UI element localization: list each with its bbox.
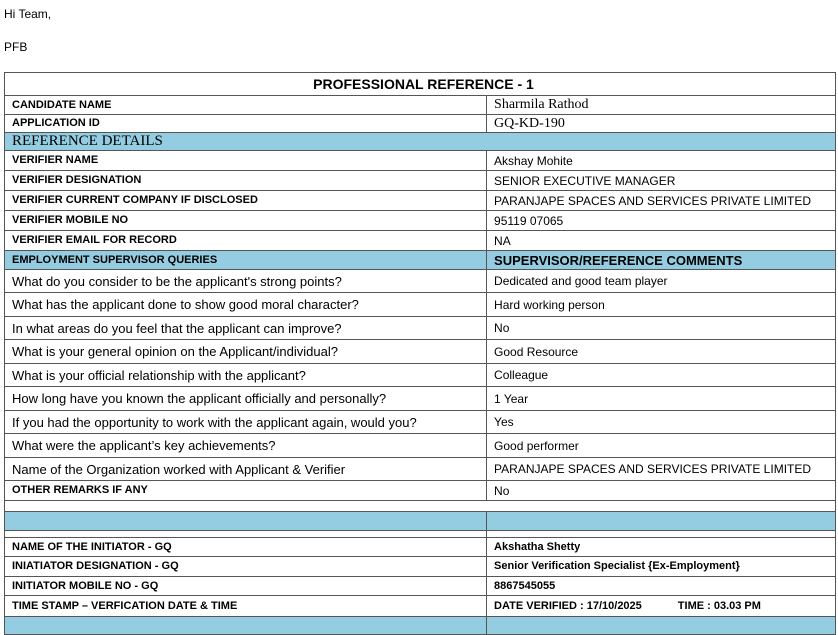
query-answer: PARANJAPE SPACES AND SERVICES PRIVATE LIMITED: [487, 458, 836, 481]
query-answer: Yes: [487, 411, 836, 434]
verifier-name-label: VERIFIER NAME: [5, 151, 487, 171]
time-verified: TIME : 03.03 PM: [677, 599, 761, 612]
verifier-mobile-value: 95119 07065: [487, 211, 836, 231]
other-remarks-row: [5, 481, 836, 501]
reference-section-row: [5, 133, 836, 151]
verifier-designation-value: SENIOR EXECUTIVE MANAGER: [487, 171, 836, 191]
other-remarks-value: No: [487, 481, 836, 501]
verifier-row: [5, 191, 836, 211]
query-question: How long have you known the applicant officially and personally?: [5, 387, 487, 411]
spacer-row: [5, 531, 836, 538]
initiator-mobile-value: 8867545055: [487, 577, 836, 596]
initiator-name-label: NAME OF THE INITIATOR - GQ: [5, 538, 487, 557]
query-question: What has the applicant done to show good moral character?: [5, 293, 487, 317]
pfb-text: PFB: [4, 40, 28, 54]
query-row: [5, 411, 836, 434]
queries-header-row: [5, 251, 836, 270]
initiator-row: [5, 557, 836, 577]
application-id-value: GQ-KD-190: [487, 115, 836, 133]
query-row: [5, 387, 836, 411]
initiator-mobile-label: INITIATOR MOBILE NO - GQ: [5, 577, 487, 596]
query-question: What is your general opinion on the Applicant/individual?: [5, 340, 487, 364]
timestamp-row: [5, 596, 836, 617]
candidate-name-row: [5, 96, 836, 115]
query-answer: Good performer: [487, 434, 836, 458]
initiator-designation-value: Senior Verification Specialist {Ex-Employment}: [487, 557, 836, 577]
verifier-row: [5, 231, 836, 251]
timestamp-value: [487, 596, 836, 617]
query-answer: No: [487, 317, 836, 340]
initiator-designation-label: INIATIATOR DESIGNATION - GQ: [5, 557, 487, 577]
queries-header-left: EMPLOYMENT SUPERVISOR QUERIES: [5, 251, 487, 270]
initiator-row: [5, 538, 836, 557]
query-question: What do you consider to be the applicant's strong points?: [5, 270, 487, 293]
query-question: In what areas do you feel that the applicant can improve?: [5, 317, 487, 340]
spacer-cell-left: [5, 531, 487, 538]
query-answer: Hard working person: [487, 293, 836, 317]
query-row: [5, 270, 836, 293]
spacer-cell: [5, 501, 836, 512]
application-id-row: [5, 115, 836, 133]
query-row: [5, 434, 836, 458]
query-row: [5, 364, 836, 387]
query-answer: Dedicated and good team player: [487, 270, 836, 293]
table-title: PROFESSIONAL REFERENCE - 1: [5, 73, 836, 96]
reference-section-heading: REFERENCE DETAILS: [5, 133, 836, 151]
verifier-company-label: VERIFIER CURRENT COMPANY IF DISCLOSED: [5, 191, 487, 211]
query-answer: Colleague: [487, 364, 836, 387]
verifier-row: [5, 211, 836, 231]
query-question: If you had the opportunity to work with the applicant again, would you?: [5, 411, 487, 434]
divider-row: [5, 512, 836, 531]
verifier-row: [5, 171, 836, 191]
query-row: [5, 458, 836, 481]
divider-cell-left: [5, 512, 487, 531]
date-verified: DATE VERIFIED : 17/10/2025: [494, 599, 642, 612]
query-question: Name of the Organization worked with Applicant & Verifier: [5, 458, 487, 481]
query-answer: Good Resource: [487, 340, 836, 364]
candidate-name-value: Sharmila Rathod: [487, 96, 836, 115]
spacer-cell-right: [487, 531, 836, 538]
spacer-row: [5, 501, 836, 512]
query-answer: 1 Year: [487, 387, 836, 411]
verifier-name-value: Akshay Mohite: [487, 151, 836, 171]
initiator-row: [5, 577, 836, 596]
query-row: [5, 340, 836, 364]
query-question: What were the applicant’s key achievements?: [5, 434, 487, 458]
title-row: [5, 73, 836, 96]
verifier-company-value: PARANJAPE SPACES AND SERVICES PRIVATE LIMITED: [487, 191, 836, 211]
application-id-label: APPLICATION ID: [5, 115, 487, 133]
query-row: [5, 293, 836, 317]
divider-cell-right: [487, 512, 836, 531]
timestamp-label: TIME STAMP – VERFICATION DATE & TIME: [5, 596, 487, 617]
verifier-email-value: NA: [487, 231, 836, 251]
greeting-text: Hi Team,: [4, 7, 52, 21]
verifier-email-label: VERIFIER EMAIL FOR RECORD: [5, 231, 487, 251]
reference-table: [4, 72, 836, 635]
candidate-name-label: CANDIDATE NAME: [5, 96, 487, 115]
verifier-mobile-label: VERIFIER MOBILE NO: [5, 211, 487, 231]
query-row: [5, 317, 836, 340]
query-question: What is your official relationship with the applicant?: [5, 364, 487, 387]
verifier-designation-label: VERIFIER DESIGNATION: [5, 171, 487, 191]
verifier-row: [5, 151, 836, 171]
queries-header-right: SUPERVISOR/REFERENCE COMMENTS: [487, 251, 836, 270]
initiator-name-value: Akshatha Shetty: [487, 538, 836, 557]
other-remarks-label: OTHER REMARKS IF ANY: [5, 481, 487, 501]
